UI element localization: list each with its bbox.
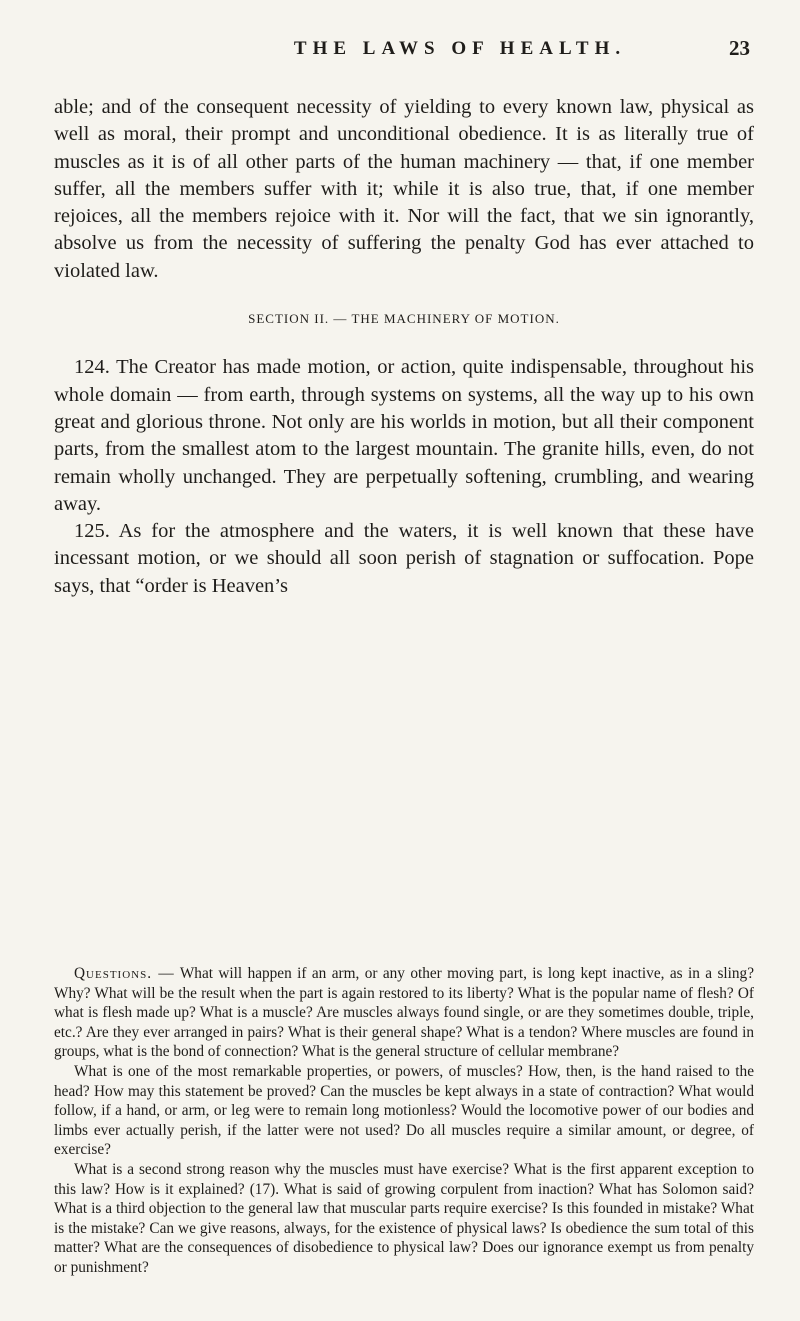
questions-paragraph-3: What is a second strong reason why the muscles must have exercise? What is the first apparent exception to this law? How is it explained? (17). What is said of growing corpulent from inaction? What has Solomon said? What is a third objection to the general law that muscular parts require exercise? Is this founded in mistake? What is the mistake? Can we give reasons, always, for the existence of physical laws? Is obedience the sum total of this matter? What are the consequences of disobedience to physical law? Does our ignorance exempt us from penalty or punishment? — [54, 1160, 754, 1276]
questions-label: Questions. — — [74, 965, 175, 982]
questions-paragraph-1 — [54, 964, 754, 1062]
page-number: 23 — [729, 36, 750, 60]
section-heading: SECTION II. — THE MACHINERY OF MOTION. — [248, 311, 560, 327]
questions-text-1: What will happen if an arm, or any other moving part, is long kept inactive, as in a sling? Why? What will be the result when the part is again restored to its liberty? What is the popular name of flesh? Of what is flesh made up? What is a muscle? Are muscles always found single, or are they sometimes double, triple, etc.? Are they ever arranged in pairs? What is their general shape? What is a tendon? Where muscles are found in groups, what is the bond of connection? What is the general structure of cellular membrane? — [54, 965, 754, 1061]
paragraph-continued: able; and of the consequent necessity of yielding to every known law, physical as well as moral, their prompt and unconditional obedience. It is as literally true of muscles as it is of all other parts of the human machinery — that, if one member suffer, all the members suffer with it; while it is also true, that, if one member rejoices, all the members rejoice with it. Nor will the fact, that we sin ignorantly, absolve us from the necessity of suffering the penalty God has ever attached to violated law. — [54, 96, 754, 282]
paragraph-124: 124. The Creator has made motion, or action, quite indispensable, throughout his whole domain — from earth, through systems on systems, all the way up to his own great and glorious throne. Not only are his worlds in motion, but all their component parts, from the smallest atom to the largest mountain. The granite hills, even, do not remain wholly unchanged. They are perpetually softening, crumbling, and wearing away. — [54, 356, 754, 515]
body-text — [54, 94, 754, 600]
questions-paragraph-2: What is one of the most remarkable properties, or powers, of muscles? How, then, is the hand raised to the head? How may this statement be proved? Can the muscles be kept always in a state of contraction? What would follow, if a hand, or arm, or leg were to remain long motionless? Would the locomotive power of our bodies and limbs ever actually perish, if the latter were not used? Do all muscles require a similar amount, or degree, of exercise? — [54, 1062, 754, 1159]
paragraph-125: 125. As for the atmosphere and the waters, it is well known that these have incessant motion, or we should all soon perish of stagnation or suffocation. Pope says, that “order is Heaven’s — [54, 520, 754, 597]
questions-block — [54, 964, 754, 1278]
running-head: THE LAWS OF HEALTH. — [293, 38, 627, 59]
